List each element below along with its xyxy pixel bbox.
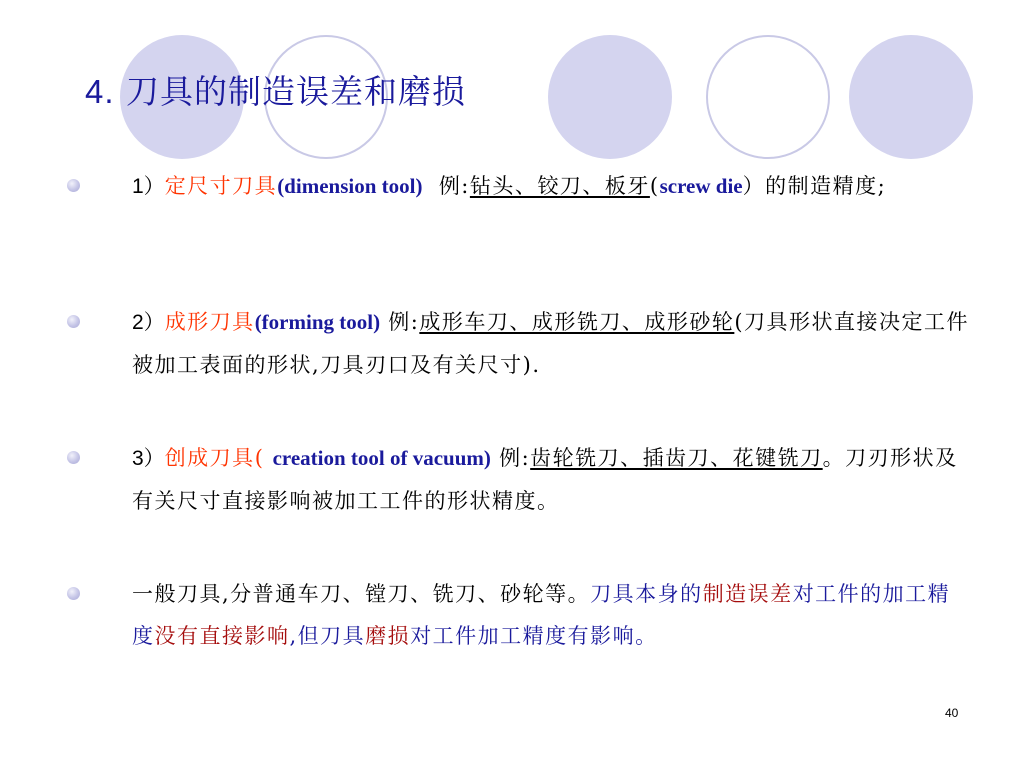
example-list: 钻头、铰刀、板牙 xyxy=(469,174,650,198)
english-term: (dimension tool) xyxy=(277,174,423,198)
paren-close: ） xyxy=(742,174,766,198)
tool-type-term: 定尺寸刀具 xyxy=(164,174,278,198)
tool-type-term: 成形刀具 xyxy=(164,310,255,334)
item-text-blue: 对工件的加工精度 xyxy=(132,582,951,648)
bullet-icon xyxy=(67,179,80,192)
item-text-blue: 对工件加工精度有影响。 xyxy=(410,624,658,648)
emphasis-wear: 磨损 xyxy=(365,624,411,648)
example-label: 例: xyxy=(438,174,470,198)
bullet-icon xyxy=(67,315,80,328)
example-list: 成形车刀、成形铣刀、成形砂轮 xyxy=(419,310,735,334)
example-label: 例: xyxy=(499,446,531,470)
item-text-blue: 刀具本身的 xyxy=(590,582,703,606)
item-number: 3） xyxy=(132,447,165,470)
paren-open: ( xyxy=(254,446,265,470)
slide-title xyxy=(85,66,466,113)
example-list: 齿轮铣刀、插齿刀、花键铣刀 xyxy=(530,446,823,470)
bullet-icon xyxy=(67,451,80,464)
item-tail: 的制造精度; xyxy=(765,174,887,198)
title-number: 4. xyxy=(85,73,115,110)
item-tail: 。刀刃形状及有关尺寸直接影响被加工工件的形状精度。 xyxy=(132,446,958,513)
item-text: 一般刀具,分普通车刀、镗刀、铣刀、砂轮等。 xyxy=(132,582,591,606)
bullet-item-4 xyxy=(132,573,972,657)
item-number: 2） xyxy=(132,311,165,334)
bullet-icon xyxy=(67,587,80,600)
english-term: creation tool of vacuum) xyxy=(272,446,491,470)
item-tail: (刀具形状直接决定工件被加工表面的形状,刀具刃口及有关尺寸). xyxy=(132,310,970,377)
item-number: 1） xyxy=(132,175,165,198)
bullet-item-1 xyxy=(132,165,972,208)
english-term-2: screw die xyxy=(659,174,743,198)
decorative-circle-filled xyxy=(548,35,672,159)
example-label: 例: xyxy=(388,310,420,334)
item-text-blue: ,但刀具 xyxy=(289,624,366,648)
decorative-circle-filled xyxy=(849,35,973,159)
emphasis-manufacturing-error: 制造误差 xyxy=(702,582,793,606)
english-term: (forming tool) xyxy=(254,310,381,334)
title-text: 刀具的制造误差和磨损 xyxy=(126,72,467,111)
bullet-item-3 xyxy=(132,437,972,522)
page-number: 40 xyxy=(945,706,959,720)
decorative-circle-outline xyxy=(706,35,830,159)
emphasis-no-direct-effect: 没有直接影响 xyxy=(154,624,290,648)
paren-open: ( xyxy=(649,174,660,198)
tool-type-term: 创成刀具 xyxy=(164,446,255,470)
bullet-item-2 xyxy=(132,301,972,386)
